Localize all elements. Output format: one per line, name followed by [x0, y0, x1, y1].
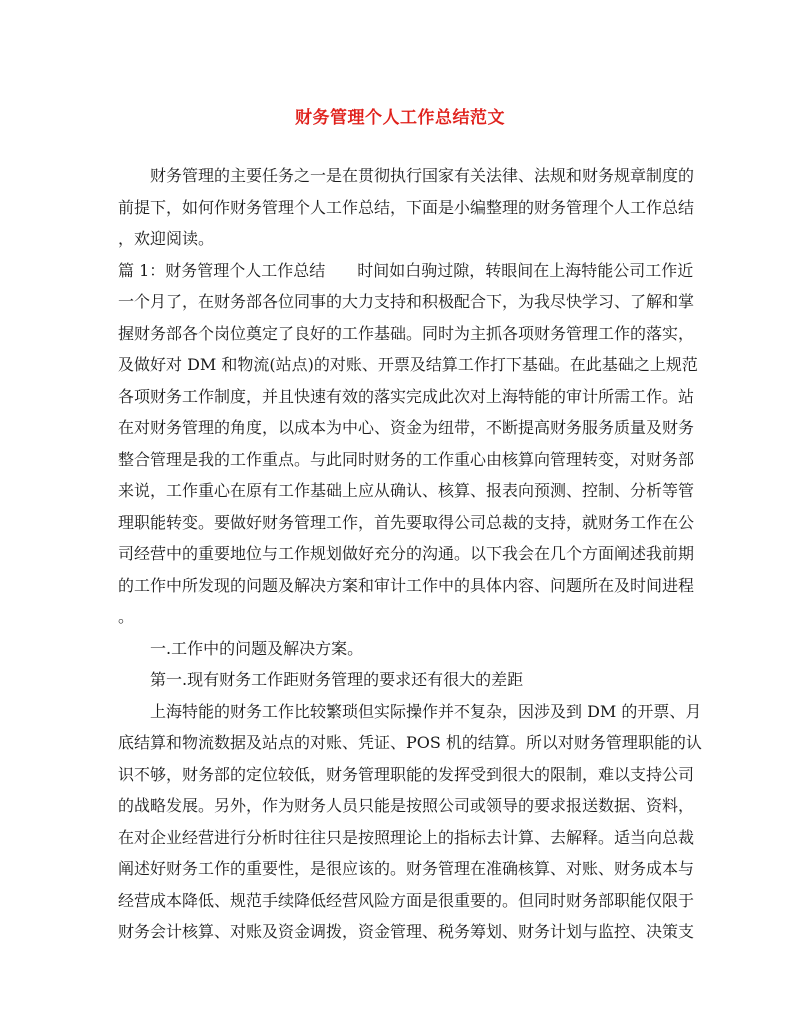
body-line: 在对企业经营进行分析时往往只是按照理论上的指标去计算、去解释。适当向总裁	[118, 827, 695, 847]
body-line: 各项财务工作制度，并且快速有效的落实完成此次对上海特能的审计所需工作。站	[118, 386, 695, 406]
body-line: 前提下，如何作财务管理个人工作总结，下面是小编整理的财务管理个人工作总结	[118, 197, 695, 217]
body-line: 整合管理是我的工作重点。与此同时财务的工作重心由核算向管理转变，对财务部	[118, 449, 695, 469]
body-line: 上海特能的财务工作比较繁琐但实际操作并不复杂，因涉及到 DM 的开票、月	[150, 701, 702, 721]
body-line: 篇 1：财务管理个人工作总结 时间如白驹过隙，转眼间在上海特能公司工作近	[118, 260, 694, 280]
body-line: 在对财务管理的角度，以成本为中心、资金为纽带，不断提高财务服务质量及财务	[118, 418, 695, 437]
body-line: 握财务部各个岗位奠定了良好的工作基础。同时为主抓各项财务管理工作的落实，	[118, 323, 695, 343]
body-line: 经营成本降低、规范手续降低经营风险方面是很重要的。但同时财务部职能仅限于	[118, 890, 695, 910]
body-line: 第一.现有财务工作距财务管理的要求还有很大的差距	[150, 670, 524, 689]
body-line: 一个月了，在财务部各位同事的大力支持和积极配合下，为我尽快学习、了解和掌	[118, 292, 695, 311]
body-line: 来说，工作重心在原有工作基础上应从确认、核算、报表向预测、控制、分析等管	[118, 481, 695, 500]
body-line: 理职能转变。要做好财务管理工作，首先要取得公司总裁的支持，就财务工作在公	[118, 512, 695, 532]
body-line: 底结算和物流数据及站点的对账、凭证、POS 机的结算。所以对财务管理职能的认	[118, 733, 702, 752]
body-line: 。	[118, 607, 135, 626]
body-line: 识不够，财务部的定位较低，财务管理职能的发挥受到很大的限制，难以支持公司	[118, 764, 695, 784]
body-line: 及做好对 DM 和物流(站点)的对账、开票及结算工作打下基础。在此基础之上规范	[118, 355, 698, 374]
body-line: 财务会计核算、对账及资金调拨，资金管理、税务筹划、财务计划与监控、决策支	[118, 922, 695, 941]
document-body	[118, 160, 702, 948]
body-line: 的战略发展。另外，作为财务人员只能是按照公司或领导的要求报送数据、资料，	[118, 796, 695, 815]
body-line: 一.工作中的问题及解决方案。	[150, 638, 364, 658]
body-line: 阐述好财务工作的重要性，是很应该的。财务管理在准确核算、对账、财务成本与	[118, 859, 695, 878]
document-title: 财务管理个人工作总结范文	[295, 108, 505, 128]
body-line: 财务管理的主要任务之一是在贯彻执行国家有关法律、法规和财务规章制度的	[150, 166, 695, 185]
body-line: ，欢迎阅读。	[118, 229, 215, 248]
body-line: 司经营中的重要地位与工作规划做好充分的沟通。以下我会在几个方面阐述我前期	[118, 544, 695, 563]
body-line: 的工作中所发现的问题及解决方案和审计工作中的具体内容、问题所在及时间进程	[118, 575, 695, 595]
